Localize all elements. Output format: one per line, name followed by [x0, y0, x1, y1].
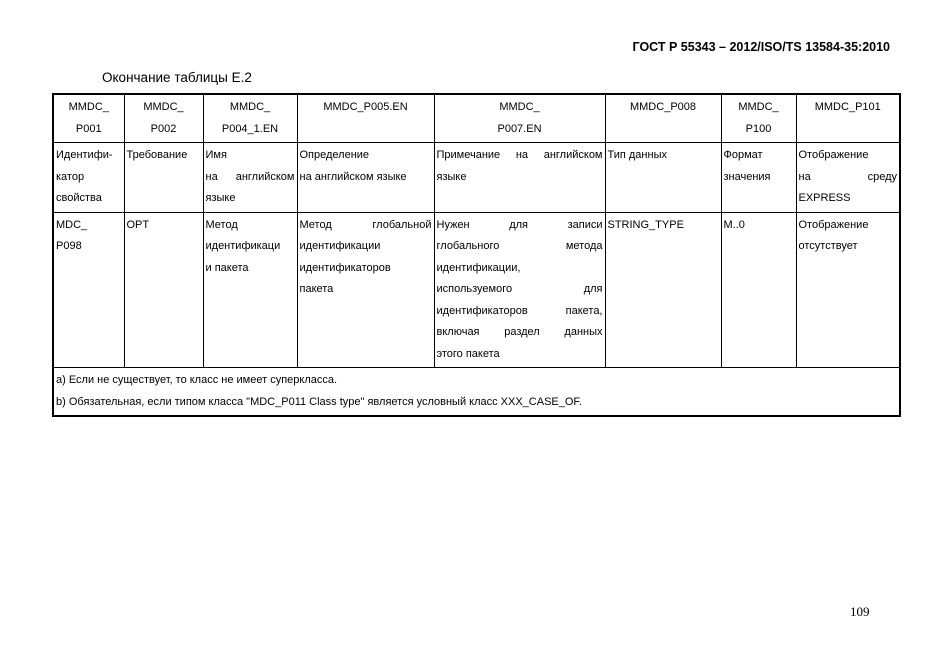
table-caption: Окончание таблицы Е.2: [102, 70, 252, 85]
table-cell: Определение на английском языке: [297, 143, 434, 213]
header-cell: MMDC_P008: [605, 94, 721, 143]
table-cell: OPT: [124, 212, 203, 368]
header-cell: MMDC_ P004_1.EN: [203, 94, 297, 143]
footnote-b: b) Обязательная, если типом класса "MDC_P011 Class type" является условный класс XXX_CASE_OF.: [56, 395, 582, 408]
data-table: [52, 93, 901, 417]
table-notes: [53, 368, 900, 417]
footnote-a: a) Если не существует, то класс не имеет суперкласса.: [56, 374, 338, 386]
table-cell: STRING_TYPE: [605, 212, 721, 368]
table-cell: Имя на английском языке: [203, 143, 297, 213]
page-number: 109: [850, 604, 870, 619]
table-note-row: [53, 368, 900, 417]
table-cell: Примечание на английском языке: [434, 143, 605, 213]
table-cell: Отображение на среду EXPRESS: [796, 143, 900, 213]
table-cell: MDC_ P098: [53, 212, 124, 368]
header-cell: MMDC_P101: [796, 94, 900, 143]
header-cell: MMDC_ P007.EN: [434, 94, 605, 143]
table-cell: Отображение отсутствует: [796, 212, 900, 368]
table-cell: Идентифи- катор свойства: [53, 143, 124, 213]
standard-header: ГОСТ Р 55343 – 2012/ISO/TS 13584-35:2010: [632, 40, 890, 54]
header-cell: MMDC_P005.EN: [297, 94, 434, 143]
table-cell: Формат значения: [721, 143, 796, 213]
table-row: [53, 143, 900, 213]
table-cell: Тип данных: [605, 143, 721, 213]
table-cell: Нужен для записи глобального метода идентификации, используемого для идентификаторов пакета, включая раздел данных этого пакета: [434, 212, 605, 368]
header-cell: MMDC_ P100: [721, 94, 796, 143]
table-cell: Метод идентификаци и пакета: [203, 212, 297, 368]
header-cell: MMDC_ P001: [53, 94, 124, 143]
table-cell: M..0: [721, 212, 796, 368]
header-row: [53, 94, 900, 143]
table-cell: Метод глобальной идентификации идентификаторов пакета: [297, 212, 434, 368]
header-cell: MMDC_ P002: [124, 94, 203, 143]
table-row: [53, 212, 900, 368]
table-cell: Требование: [124, 143, 203, 213]
